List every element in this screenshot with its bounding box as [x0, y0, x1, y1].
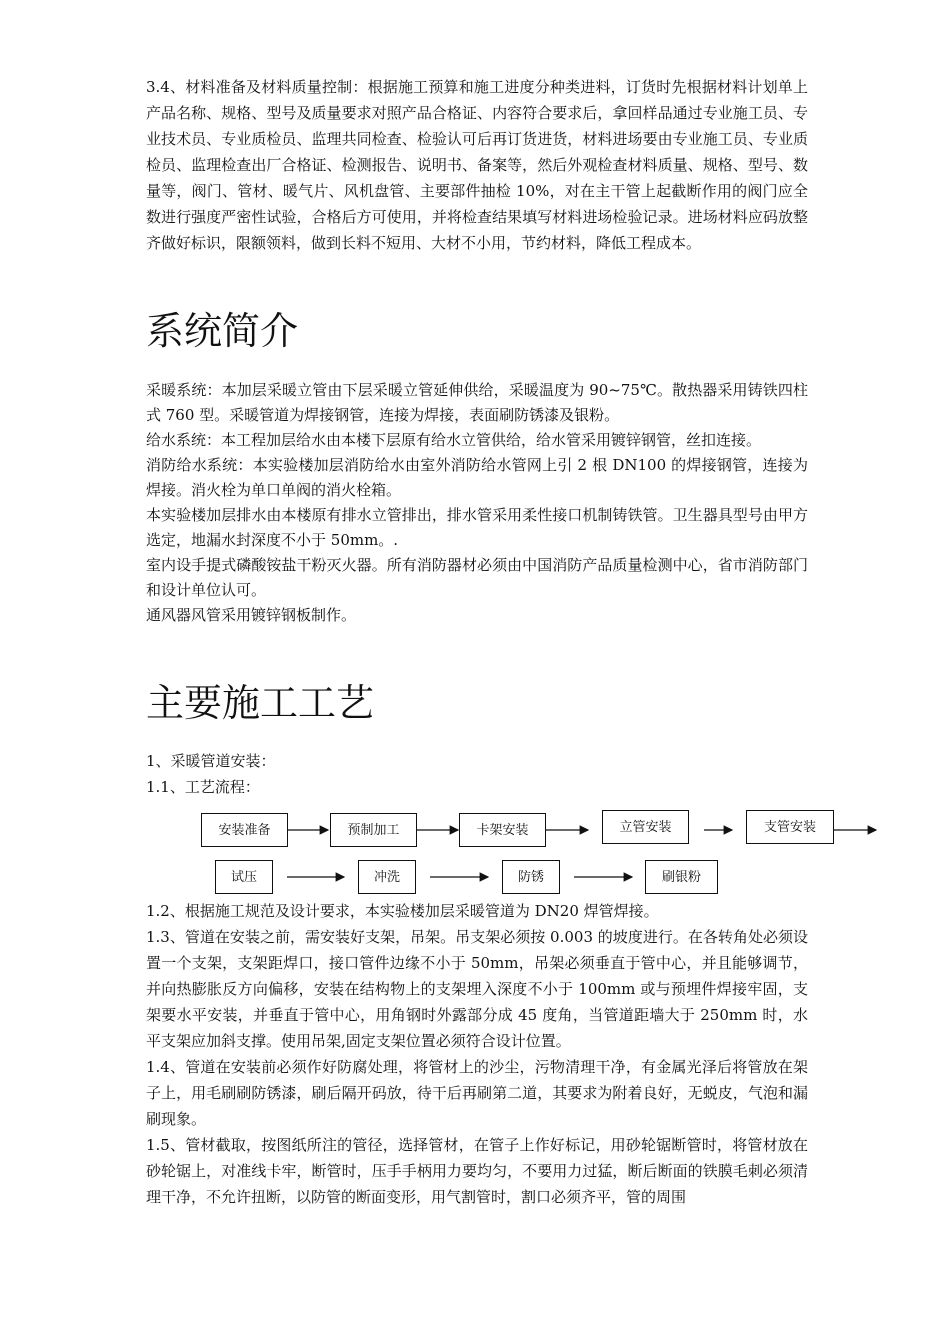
flow-step-bracket: 卡架安装	[459, 813, 546, 847]
paragraph-ventilation: 通风器风管采用镀锌钢板制作。	[146, 606, 357, 624]
paragraph-fire-water: 消防给水系统：本实验楼加层消防给水由室外消防给水管网上引 2 根 DN100 的焊接钢管，连接为焊接。消火栓为单口单阀的消火栓箱。	[146, 456, 808, 499]
flow-step-branch: 支管安装	[746, 810, 834, 844]
item-1-2: 1.2、根据施工规范及设计要求，本实验楼加层采暖管道为 DN20 焊管焊接。	[146, 902, 659, 920]
flow-step-riser: 立管安装	[602, 810, 689, 844]
document-page	[146, 74, 816, 1210]
flow-step-rustproof: 防锈	[502, 860, 560, 894]
item-1: 1、采暖管道安装：	[146, 752, 276, 770]
flow-step-silver-paint: 刷银粉	[645, 860, 718, 894]
paragraph-3-4: 3.4、材料准备及材料质量控制：根据施工预算和施工进度分种类进料，订货时先根据材料计划单上产品名称、规格、型号及质量要求对照产品合格证、内容符合要求后，拿回样品通过专业施工员、专业技术员、专业质检员、监理共同检查、检验认可后再订货进货，材料进场要由专业施工员、专业质检员、监理检查出厂合格证、检测报告、说明书、备案等，然后外观检查材料质量、规格、型号、数量等，阀门、管材、暖气片、风机盘管、主要部件抽检 10%，对在主干管上起截断作用的阀门应全数进行强度严密性试验，合格后方可使用，并将检查结果填写材料进场检验记录。进场材料应码放整齐做好标识，限额领料，做到长料不短用、大材不小用，节约材料，降低工程成本。	[146, 78, 808, 252]
flow-step-prepare: 安装准备	[201, 813, 288, 847]
paragraph-drainage: 本实验楼加层排水由本楼原有排水立管排出，排水管采用柔性接口机制铸铁管。卫生器具型号由甲方选定，地漏水封深度不小于 50mm。.	[146, 506, 808, 549]
flow-step-flush: 冲洗	[358, 860, 416, 894]
paragraph-heating-system: 采暖系统：本加层采暖立管由下层采暖立管延伸供给，采暖温度为 90~75℃。散热器采用铸铁四柱式 760 型。采暖管道为焊接钢管，连接为焊接，表面刷防锈漆及银粉。	[146, 381, 808, 424]
item-1-4: 1.4、管道在安装前必须作好防腐处理，将管材上的沙尘，污物清理干净，有金属光泽后将管放在架子上，用毛刷刷防锈漆，刷后隔开码放，待干后再刷第二道，其要求为附着良好，无蜕皮，气泡和漏刷现象。	[146, 1058, 808, 1128]
flow-step-pressure-test: 试压	[215, 860, 273, 894]
process-flow-diagram	[0, 804, 816, 898]
heading-main-process: 主要施工工艺	[146, 681, 375, 725]
heading-system-overview: 系统简介	[146, 309, 299, 353]
flow-step-prefabricate: 预制加工	[330, 813, 417, 847]
item-1-1: 1.1、工艺流程：	[146, 778, 260, 796]
item-1-5: 1.5、管材截取，按图纸所注的管径，选择管材，在管子上作好标记，用砂轮锯断管时，将管材放在砂轮锯上，对准线卡牢，断管时，压手手柄用力要均匀，不要用力过猛，断后断面的铁膜毛刺必须清理干净，不允许扭断，以防管的断面变形，用气割管时，割口必须齐平，管的周围	[146, 1136, 808, 1206]
paragraph-water-supply: 给水系统：本工程加层给水由本楼下层原有给水立管供给，给水管采用镀锌钢管，丝扣连接。	[146, 431, 762, 449]
item-1-3: 1.3、管道在安装之前，需安装好支架，吊架。吊支架必须按 0.003 的坡度进行。在各转角处必须设置一个支架，支架距焊口，接口管件边缘不小于 50mm，吊架必须垂直于管中心，并且能够调节，并向热膨胀反方向偏移，安装在结构物上的支架埋入深度不小于 100mm 或与预埋件焊接牢固，支架要水平安装，并垂直于管中心，用角钢时外露部分成 45 度角，当管道距墙大于 250mm 时，水平支架应加斜支撑。使用吊架,固定支架位置必须符合设计位置。	[146, 928, 808, 1050]
paragraph-extinguisher: 室内设手提式磷酸铵盐干粉灭火器。所有消防器材必须由中国消防产品质量检测中心，省市消防部门和设计单位认可。	[146, 556, 808, 599]
